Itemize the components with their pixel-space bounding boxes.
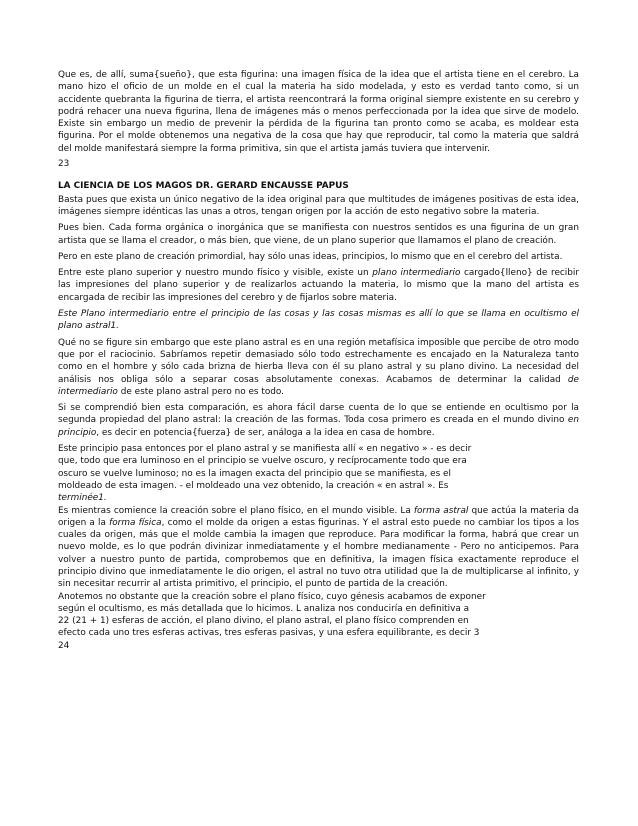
- text-line: moldeado de esta imagen. - el moldeado una vez obtenido, la creación « en astral ». Es: [58, 480, 449, 491]
- text-segment: , es decir en potencia{fuerza} de ser, análoga a la idea en casa de hombre.: [96, 427, 435, 438]
- paragraph-creador: Pues bien. Cada forma orgánica o inorgánica que se manifiesta con nuestros sentidos es una figurina de un gran artista que se llama el creador, o más bien, que viene, de un plano superior que llamamos el plano de creación.: [58, 223, 579, 246]
- paragraph-creacion-formas: [58, 402, 579, 439]
- paragraph-principio-negativo: [58, 443, 579, 504]
- paragraph-plano-astral: [58, 308, 579, 333]
- paragraph-figurina: Que es, de allí, suma{sueño}, que esta figurina: una imagen física de la idea que el artista tiene en el cerebro. La mano hizo el oficio de un molde en el cual la materia ha sido modelada, y esto es verdad tanto como, si un accidente quebranta la figurina de tierra, el artista reencontrará la forma original siempre existente en su cerebro y podrá rehacer una nueva figurina, llena de imágenes más o menos perfeccionada por la idea que sirve de modelo. Existe sin embargo un medio de prevenir la pérdida de la figurina tan pronto como se acaba, es moldear esta figurina. Por el molde obtenemos una negativa de la cosa que hay que reproducir, tal como la materia que saldrá del molde manifestará siempre la forma primitiva, sin que el artista jamás tuviera que intervenir.: [58, 70, 579, 154]
- text-line: según el ocultismo, es más detallada que lo hicimos. L analiza nos conduciría en definitiva a: [58, 603, 470, 614]
- emphasis: en principio: [58, 415, 579, 438]
- text-line: 22 (21 + 1) esferas de acción, el plano divino, el plano astral, el plano físico comprenden en: [58, 616, 469, 627]
- text-line: oscuro se vuelve luminoso; no es la imagen exacta del principio que se manifiesta, es el: [58, 468, 451, 479]
- text-segment: Qué no se figure sin embargo que este plano astral es en una región metafísica imposible que percibe de otro modo que por el raciocinio. Sabríamos repetir demasiado sólo todo estrechamente es encajado en la Naturaleza tanto como en el hombre y sólo cada brizna de hierba lleva con él su plano astral y su plano divino. La necesidad del análisis nos obliga sólo a separar cosas absolutamente conexas. Acabamos de determinar la calidad: [58, 337, 579, 385]
- text-segment: Entre este plano superior y nuestro mundo físico y visible, existe un: [58, 268, 373, 279]
- paragraph-esferas: [58, 591, 579, 640]
- text-segment: Es mientras comience la creación sobre el plano físico, en el mundo visible. La: [58, 505, 414, 516]
- paragraph-plano-creacion: Pero en este plano de creación primordial, hay sólo unas ideas, principios, lo mismo que en el cerebro del artista.: [58, 251, 563, 262]
- paragraph-negativo: Basta pues que exista un único negativo de la idea original para que multitudes de imágenes positivas de esta idea, imágenes siempre idénticas las unas a otros, tengan origen por la acción de esto negativo sobre la materia.: [58, 194, 579, 217]
- document-page: [58, 69, 579, 652]
- emphasis: terminée1.: [58, 493, 107, 504]
- page-number: 23: [58, 159, 70, 170]
- emphasis: de intermediario: [58, 374, 579, 397]
- emphasis: plano intermediario: [372, 268, 461, 279]
- text-segment: que actúa la materia da origen a la: [58, 505, 579, 528]
- emphasis: forma física: [109, 517, 162, 528]
- text-line: Anotemos no obstante que la creación sobre el plano físico, cuyo génesis acabamos de exponer: [58, 591, 486, 602]
- text-line: Este principio pasa entonces por el plano astral y se manifiesta allí « en negativo » - es decir: [58, 444, 472, 455]
- text-line: que, todo que era luminoso en el principio se vuelve oscuro, y recíprocamente todo que era: [58, 456, 467, 467]
- text-segment: , como el molde da origen a estas figurinas. Y el astral esto puede no cambiar los tipos a los cuales da origen, más que el molde cambia la imagen que reproduce. Para modificar la forma, habrá que crear un nuevo molde, es lo que podrán divinizar inmediatamente y el hombre medianamente - Pero no anticipemos. Para volver a nuestro punto de partida, comprobemos que en definitiva, la imagen física exactamente reproduce el principio divino que inmediatamente le dio origen, el astral no tuvo otra utilidad que la de multiplicarse al infinito, y sin necesitar recurrir al artista primitivo, el principio, el punto de partida de la creación.: [58, 517, 580, 590]
- text-segment: de este plano astral pero no es todo.: [117, 386, 285, 397]
- section-heading: LA CIENCIA DE LOS MAGOS DR. GERARD ENCAUSSE PAPUS: [58, 181, 349, 192]
- text-segment: cargado{lleno} de recibir las impresiones del plano superior y de realizarlos actuando la materia, lo mismo que la mano del artista es encargada de recibir las impresiones del cerebro y de fijarlos sobre materia.: [58, 268, 579, 303]
- emphasis: Este Plano intermediario entre el principio de las cosas y las cosas mismas es allí lo que se llama en ocultismo el plano astral1.: [58, 309, 579, 332]
- text-line: efecto cada uno tres esferas activas, tres esferas pasivas, y una esfera equilibrante, es decir 3: [58, 628, 480, 639]
- emphasis: forma astral: [413, 505, 469, 516]
- text-segment: Si se comprendió bien esta comparación, es ahora fácil darse cuenta de lo que se entiende en ocultismo por la segunda propiedad del plano astral: la creación de las formas. Toda cosa primero es creada en el mundo divino: [58, 403, 579, 426]
- paragraph-forma-astral: [58, 505, 579, 591]
- text-line: [58, 492, 579, 504]
- page-number: 24: [58, 640, 70, 651]
- paragraph-region-metafisica: [58, 337, 579, 398]
- paragraph-plano-intermediario: [58, 267, 579, 304]
